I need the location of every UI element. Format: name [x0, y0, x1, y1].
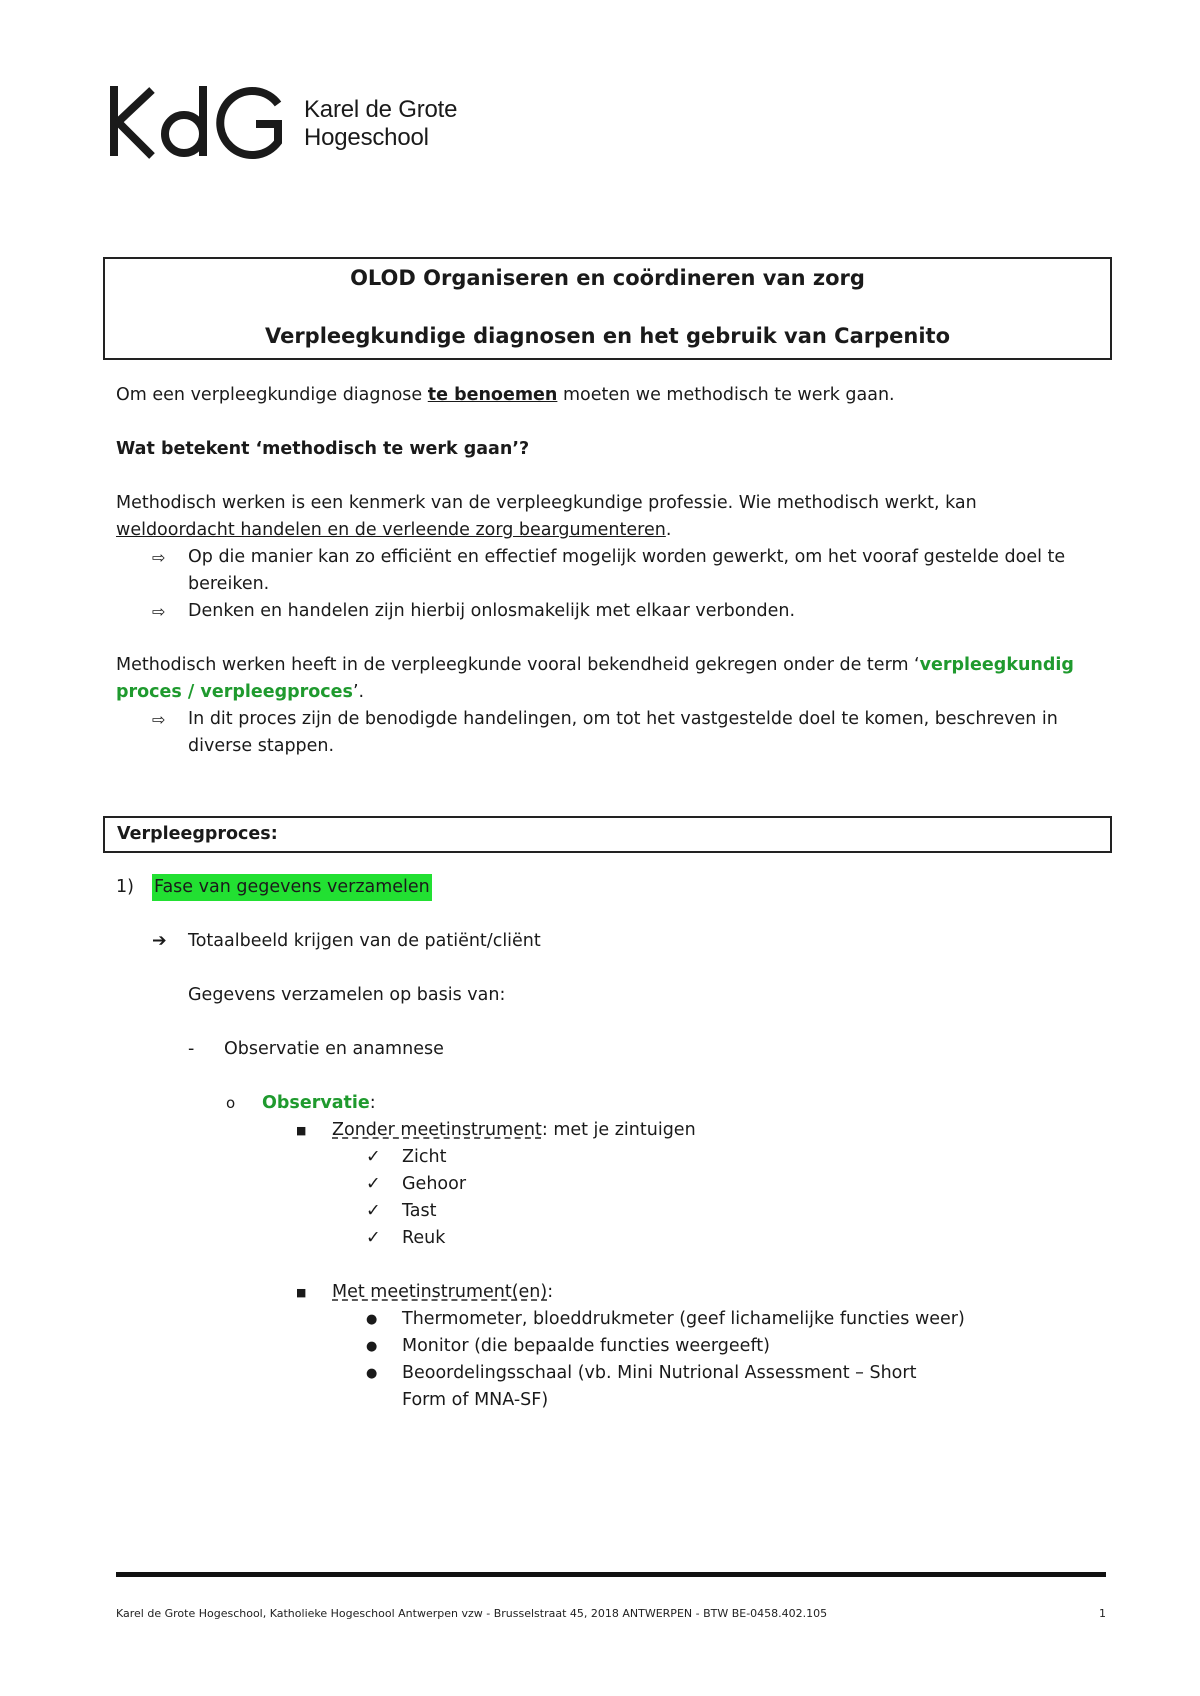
term-highlight: verpleegkundig proces / verpleegproces	[116, 655, 1074, 702]
list-item	[116, 1333, 966, 1360]
with-instrument-rest: :	[547, 1282, 554, 1302]
observation-colon: :	[369, 1093, 376, 1113]
outline-arrow-icon: ⇨	[152, 548, 166, 567]
dash-icon: -	[188, 1039, 195, 1059]
without-instrument-label: Zonder meetinstrument	[332, 1120, 542, 1140]
definition-underlined: weldoordacht handelen en de verleende zorg beargumenteren	[116, 520, 666, 540]
outline-arrow-icon: ⇨	[152, 602, 166, 621]
dash-text: Observatie en anamnese	[224, 1039, 444, 1059]
sense-text: Reuk	[402, 1228, 446, 1248]
outline-arrow-icon: ⇨	[152, 710, 166, 729]
term-paragraph	[116, 652, 1106, 706]
phase-section	[116, 874, 1106, 1414]
intro-underlined: te benoemen	[427, 385, 558, 405]
list-item	[116, 1198, 1106, 1225]
list-item	[116, 928, 1106, 955]
intro-section	[116, 382, 1106, 760]
list-item	[116, 1036, 1106, 1063]
phase-heading	[116, 874, 1106, 901]
list-item	[116, 544, 1106, 598]
phase-title: Fase van gegevens verzamelen	[152, 874, 432, 901]
instrument-text: Thermometer, bloeddrukmeter (geef lichamelijke functies weer)	[402, 1309, 965, 1329]
sense-text: Zicht	[402, 1147, 447, 1167]
list-item	[116, 1117, 1106, 1144]
section-heading-box: Verpleegproces:	[103, 816, 1112, 853]
list-item	[116, 1090, 1106, 1117]
kdg-logo-mark	[108, 84, 288, 164]
square-bullet-icon: ■	[296, 1286, 307, 1299]
instrument-text: Beoordelingsschaal (vb. Mini Nutrional Assessment – Short Form of MNA-SF)	[402, 1363, 917, 1410]
without-instrument-rest: : met je zintuigen	[541, 1120, 696, 1140]
list-item	[116, 1306, 966, 1333]
sense-text: Tast	[402, 1201, 437, 1221]
bullet-icon: ●	[366, 1366, 378, 1381]
intro-paragraph	[116, 382, 1106, 409]
bullet-icon: ●	[366, 1339, 378, 1354]
footer-divider	[116, 1572, 1106, 1577]
definition-line-1: Methodisch werken is een kenmerk van de verpleegkundige professie. Wie methodisch werkt, kan	[116, 493, 977, 513]
square-bullet-icon: ■	[296, 1124, 307, 1137]
question-heading: Wat betekent ‘methodisch te werk gaan’?	[116, 439, 530, 459]
instrument-text: Monitor (die bepaalde functies weergeeft)	[402, 1336, 770, 1356]
basis-line: Gegevens verzamelen op basis van:	[188, 985, 506, 1005]
checkmark-icon: ✓	[366, 1147, 381, 1167]
list-item	[116, 1360, 966, 1414]
checkmark-icon: ✓	[366, 1174, 381, 1194]
point-text: In dit proces zijn de benodigde handelingen, om tot het vastgestelde doel te komen, beschreven in diverse stappen.	[188, 709, 1058, 756]
list-item	[116, 598, 1106, 625]
definition-end: .	[665, 520, 672, 540]
logo-line-2: Hogeschool	[304, 124, 429, 151]
page-number: 1	[1099, 1607, 1106, 1620]
circle-bullet-icon: o	[226, 1094, 236, 1112]
phase-number: 1)	[116, 877, 134, 897]
list-item	[116, 1225, 1106, 1252]
list-item	[116, 1279, 1106, 1306]
page-footer	[116, 1607, 1106, 1621]
list-item	[116, 706, 1106, 760]
footer-text: Karel de Grote Hogeschool, Katholieke Hogeschool Antwerpen vzw - Brusselstraat 45, 2018 ANTWERPEN - BTW BE-0458.402.105	[116, 1607, 828, 1620]
intro-text-before: Om een verpleegkundige diagnose	[116, 385, 428, 405]
bold-arrow-icon: ➔	[152, 931, 167, 951]
with-instrument-label: Met meetinstrument(en)	[332, 1282, 548, 1302]
definition-line-2	[116, 517, 1106, 544]
title-box	[103, 257, 1112, 360]
logo-line-1: Karel de Grote	[304, 96, 458, 123]
document-title: Verpleegkundige diagnosen en het gebruik van Carpenito	[264, 324, 951, 348]
without-instrument-line	[332, 1117, 696, 1144]
bullet-icon: ●	[366, 1312, 378, 1327]
intro-text-after: moeten we methodisch te werk gaan.	[557, 385, 895, 405]
checkmark-icon: ✓	[366, 1201, 381, 1221]
checkmark-icon: ✓	[366, 1228, 381, 1248]
term-after: ’.	[352, 682, 365, 702]
observation-label: Observatie	[262, 1093, 370, 1113]
list-item	[116, 1171, 1106, 1198]
observation-heading	[262, 1090, 376, 1117]
with-instrument-line	[332, 1279, 553, 1306]
point-text: Denken en handelen zijn hierbij onlosmakelijk met elkaar verbonden.	[188, 601, 796, 621]
kdg-logo	[108, 84, 457, 164]
arrow-text: Totaalbeeld krijgen van de patiënt/cliënt	[188, 931, 541, 951]
list-item	[116, 1144, 1106, 1171]
term-before: Methodisch werken heeft in de verpleegkunde vooral bekendheid gekregen onder de term ‘	[116, 655, 920, 675]
logo-wordmark	[304, 96, 457, 152]
course-title: OLOD Organiseren en coördineren van zorg	[350, 266, 865, 290]
point-text: Op die manier kan zo efficiënt en effectief mogelijk worden gewerkt, om het vooraf gestelde doel te bereiken.	[188, 547, 1066, 594]
sense-text: Gehoor	[402, 1174, 467, 1194]
